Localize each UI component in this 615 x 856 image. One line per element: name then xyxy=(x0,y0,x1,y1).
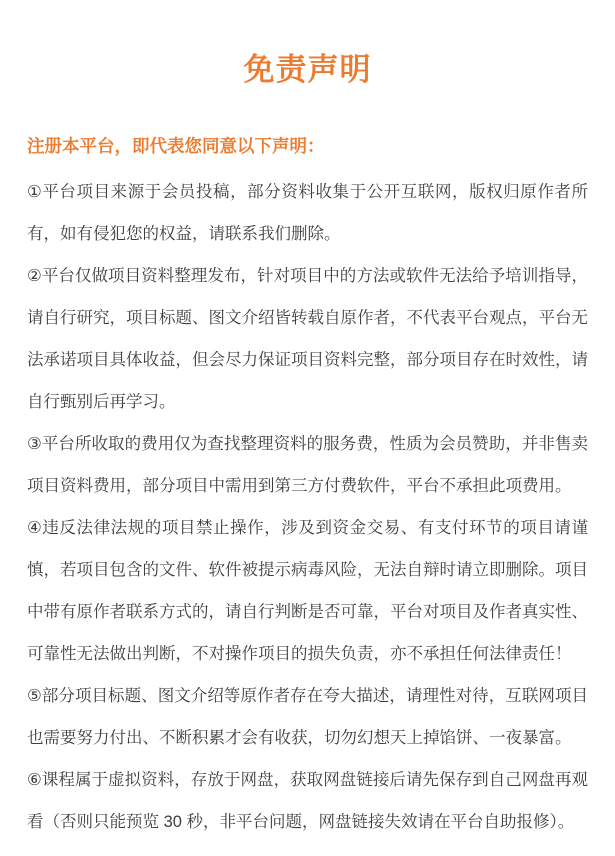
disclaimer-paragraph: ②平台仅做项目资料整理发布，针对项目中的方法或软件无法给予培训指导，请自行研究，项目标题、图文介绍皆转载自原作者，不代表平台观点，平台无法承诺项目具体收益，但会尽力保证项目资料完整，部分项目存在时效性，请自行甄别后再学习。 xyxy=(27,267,588,411)
disclaimer-paragraph: ⑤部分项目标题、图文介绍等原作者存在夸大描述，请理性对待，互联网项目也需要努力付出、不断积累才会有收获，切勿幻想天上掉馅饼、一夜暴富。 xyxy=(27,687,588,747)
disclaimer-paragraph-list xyxy=(27,171,588,843)
disclaimer-paragraph: ④违反法律法规的项目禁止操作，涉及到资金交易、有支付环节的项目请谨慎，若项目包含的文件、软件被提示病毒风险，无法自辩时请立即删除。项目中带有原作者联系方式的，请自行判断是否可靠，平台对项目及作者真实性、可靠性无法做出判断，不对操作项目的损失负责，亦不承担任何法律责任！ xyxy=(27,519,588,663)
disclaimer-paragraph: ③平台所收取的费用仅为查找整理资料的服务费，性质为会员赞助，并非售卖项目资料费用，部分项目中需用到第三方付费软件，平台不承担此项费用。 xyxy=(27,435,588,495)
disclaimer-intro: 注册本平台，即代表您同意以下声明： xyxy=(27,136,325,156)
disclaimer-paragraph: ⑥课程属于虚拟资料，存放于网盘，获取网盘链接后请先保存到自己网盘再观看（否则只能预览 30 秒，非平台问题，网盘链接失效请在平台自助报修）。 xyxy=(27,771,588,831)
disclaimer-paragraph: ①平台项目来源于会员投稿，部分资料收集于公开互联网，版权归原作者所有，如有侵犯您的权益，请联系我们删除。 xyxy=(27,183,588,243)
page-title: 免责声明 xyxy=(243,52,372,87)
